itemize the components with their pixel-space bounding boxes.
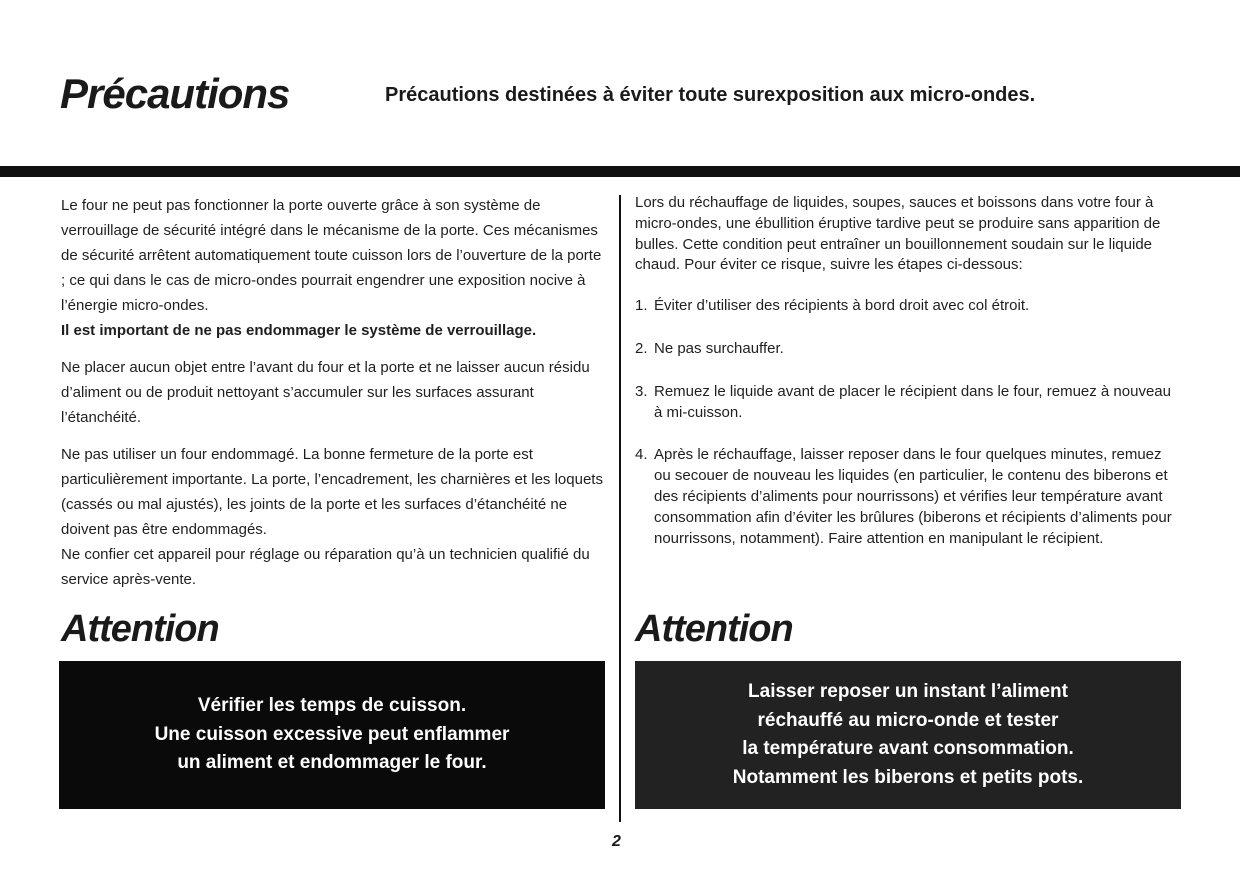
step-text: Après le réchauffage, laisser reposer dans le four quelques minutes, remuez ou secouer de nouveau les liquides (en particulier, le contenu des biberons et des récipients d’aliments pour nourrissons) et vérifies leur température avant consommation afin d’éviter les brûlures (biberons et récipients d’aliments pour nourrissons, notamment). Faire attention en manipulant le récipient.: [654, 446, 1172, 547]
left-column: [61, 193, 609, 592]
attention-heading-right: Attention: [635, 608, 793, 650]
left-paragraph-1-text: Le four ne peut pas fonctionner la porte ouverte grâce à son système de verrouillage de sécurité intégré dans le mécanisme de la porte. Ces mécanismes de sécurité arrêtent automatiquement toute cuisson lors de l’ouverture de la porte ; ce qui dans le cas de micro-ondes pourrait engendrer une exposition nocive à l’énergie micro-ondes.: [61, 197, 602, 314]
warning-line: Laisser reposer un instant l’aliment: [748, 681, 1068, 702]
warning-line: Vérifier les temps de cuisson.: [197, 695, 467, 717]
list-item: [635, 339, 1175, 360]
column-divider: [619, 195, 621, 822]
page-subtitle: Précautions destinées à éviter toute surexposition aux micro-ondes.: [385, 84, 1036, 106]
warning-line: réchauffé au micro-onde et tester: [757, 709, 1059, 731]
left-paragraph-2: Ne placer aucun objet entre l’avant du four et la porte et ne laisser aucun résidu d’aliment ou de produit nettoyant s’accumuler sur les surfaces assurant l’étanchéité.: [61, 359, 590, 426]
step-number: 2.: [635, 339, 648, 357]
warning-box-right: [635, 661, 1181, 809]
list-item: [635, 382, 1175, 424]
attention-heading-left: Attention: [61, 608, 219, 650]
list-item: [635, 445, 1175, 549]
header-divider: [0, 166, 1240, 177]
step-number: 1.: [635, 297, 648, 315]
warning-line: la température avant consommation.: [742, 738, 1074, 759]
right-column: [635, 193, 1175, 549]
left-paragraph-4-text: Ne confier cet appareil pour réglage ou réparation qu’à un technicien qualifié du service après-vente.: [61, 546, 590, 588]
step-text: Ne pas surchauffer.: [654, 339, 784, 357]
list-item: [635, 296, 1175, 317]
right-intro: Lors du réchauffage de liquides, soupes, sauces et boissons dans votre four à micro-ondes, une ébullition éruptive tardive peut se produire sans apparition de bulles. Cette condition peut entraîner un bouillonnement soudain sur le liquide chaud. Pour éviter ce risque, suivre les étapes ci-dessous:: [635, 194, 1161, 274]
left-paragraph-1-bold: Il est important de ne pas endommager le système de verrouillage.: [61, 322, 537, 339]
step-number: 4.: [635, 446, 648, 464]
warning-line: Une cuisson excessive peut enflammer: [154, 723, 510, 745]
step-number: 3.: [635, 382, 648, 400]
left-paragraph-1: [61, 193, 609, 343]
page-title: Précautions: [60, 70, 290, 117]
left-paragraph-3: [61, 442, 609, 592]
step-text: Éviter d’utiliser des récipients à bord droit avec col étroit.: [654, 297, 1030, 315]
page-number: 2: [612, 833, 621, 850]
warning-line: un aliment et endommager le four.: [177, 752, 487, 774]
warning-line: Notamment les biberons et petits pots.: [732, 766, 1084, 788]
steps-list: [635, 296, 1175, 549]
left-paragraph-3-text: Ne pas utiliser un four endommagé. La bonne fermeture de la porte est particulièrement importante. La porte, l’encadrement, les charnières et les loquets (cassés ou mal ajustés), les joints de la porte et les surfaces d’étanchéité ne doivent pas être endommagés.: [61, 446, 603, 538]
step-text: Remuez le liquide avant de placer le récipient dans le four, remuez à nouveau à mi-cuisson.: [654, 382, 1171, 421]
warning-box-left: [59, 661, 605, 809]
